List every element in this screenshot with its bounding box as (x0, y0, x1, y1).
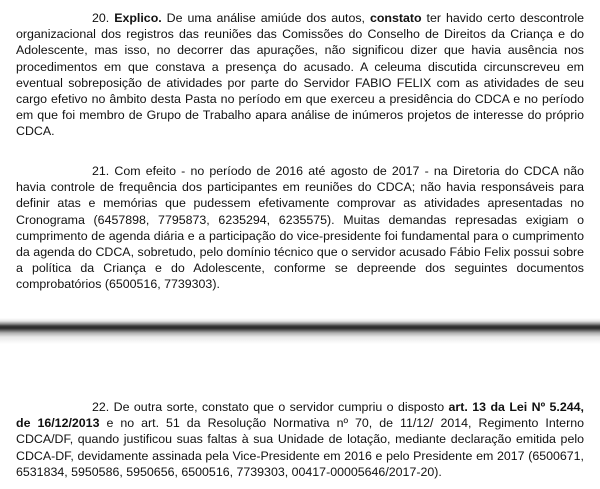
paragraph-22 (16, 399, 584, 480)
page-break-divider (0, 318, 600, 344)
p21-text: 21. Com efeito - no período de 2016 até agosto de 2017 - na Diretoria do CDCA não havia controle de frequência dos participantes em reuniões do CDCA; não havia responsáveis para definir atas e memórias que pudessem efetivamente comprovar as atividades apresentadas no Cronograma (6457898, 7795873, 6235294, 6235575). Muitas demandas represadas exigiam o cumprimento de agenda diária e a participação do vice-presidente foi fundamental para o cumprimento da agenda do CDCA, sobretudo, pelo domínio técnico que o servidor acusado Fábio Felix possui sobre a política da Criança e do Adolescente, conforme se depreende dos seguintes documentos comprobatórios (6500516, 7739303). (16, 164, 584, 292)
p22-text-b: e no art. 51 da Resolução Normativa nº 70, de 11/12/ 2014, Regimento Interno CDCA/DF, quando justificou suas faltas à sua Unidade de lotação, mediante declaração emitida pelo CDCA-DF, devidamente assinada pela Vice-Presidente em 2016 e pelo Presidente em 2017 (6500671, 6531834, 5950586, 5950656, 6500516, 7739303, 00417-00005646/2017-20). (16, 416, 584, 479)
p20-constato: constato (369, 11, 422, 25)
p22-law-reference: art. 13 da Lei Nº 5.244, de 16/12/2013 (16, 400, 584, 431)
p22-text-a: 22. De outra sorte, constato que o servidor cumpriu o disposto (92, 400, 449, 414)
paragraph-20 (16, 10, 584, 140)
p20-text-a: De uma análise amiúde dos autos, (161, 11, 370, 25)
paragraph-21 (16, 163, 584, 293)
p20-explico: Explico. (114, 11, 162, 25)
p20-number: 20. (92, 11, 115, 25)
p20-text-b: ter havido certo descontrole organizacional dos registros das reuniões das Comissões do Conselho de Direitos da Criança e do Adolescente, mas isso, no decorrer das apurações, não significou dizer que havia ausência nos procedimentos em que constava a presença do acusado. A celeuma discutida circunscreveu em eventual sobreposição de atividades por parte do Servidor FABIO FELIX com as atividades de seu cargo efetivo no âmbito desta Pasta no período em que exerceu a presidência do CDCA e no período em que foi membro de Grupo de Trabalho apara análise de inúmeros projetos de interesse do próprio CDCA. (16, 11, 584, 139)
